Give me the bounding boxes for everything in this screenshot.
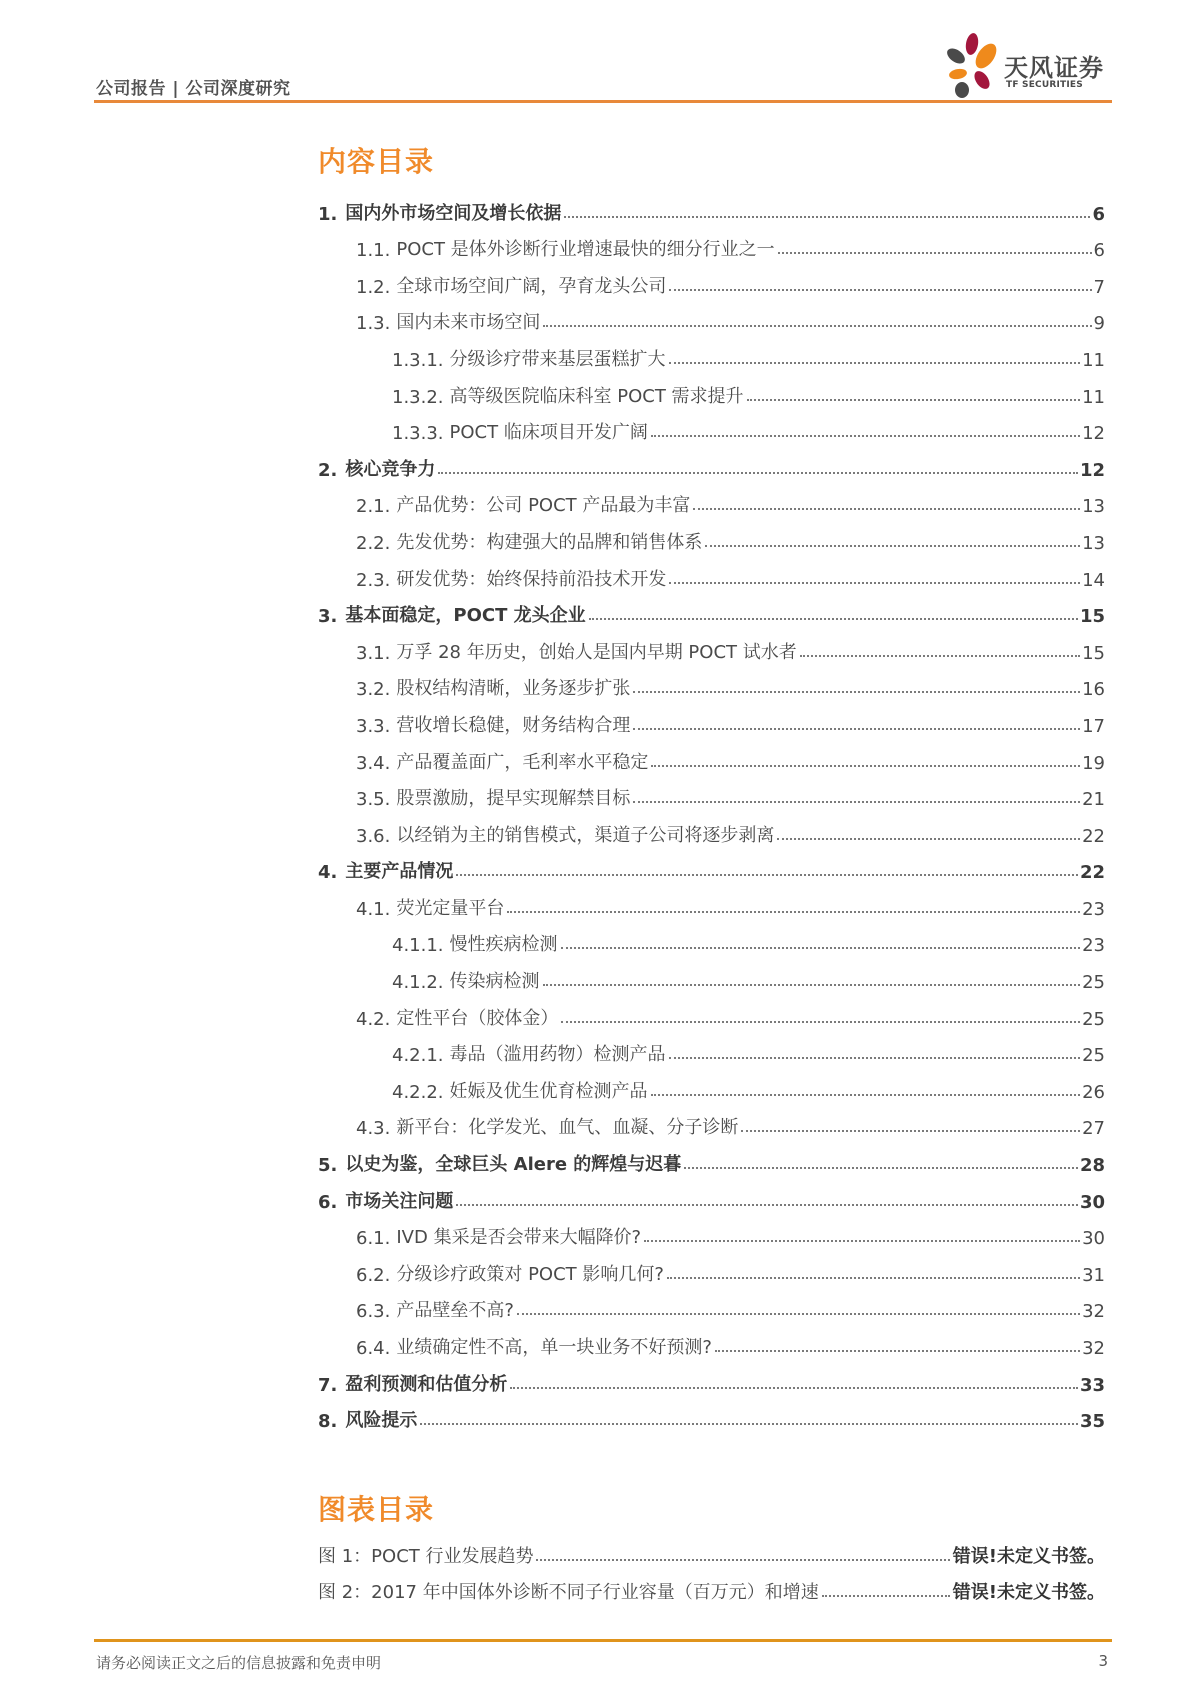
toc-entry[interactable] <box>318 450 1105 487</box>
toc-entry[interactable] <box>318 780 1105 817</box>
toc-entry[interactable] <box>318 926 1105 963</box>
dot-leader <box>684 1167 1078 1169</box>
toc-entry-number: 3. <box>318 606 338 628</box>
toc-entry-label: 全球市场空间广阔，孕育龙头公司 <box>396 275 667 297</box>
toc-entry-number: 2.1. <box>356 496 391 518</box>
dot-leader <box>438 472 1078 474</box>
dot-leader <box>510 1387 1078 1389</box>
toc-entry-number: 4.1. <box>356 898 391 920</box>
dot-leader <box>778 252 1092 254</box>
dot-leader <box>589 618 1078 620</box>
toc-entry[interactable] <box>318 194 1105 231</box>
page-header <box>94 30 1112 102</box>
page-number: 3 <box>1098 1652 1108 1670</box>
toc-entry-page: 32 <box>1082 1338 1105 1359</box>
figure-entry-label: 图 1：POCT 行业发展趋势 <box>318 1546 534 1567</box>
toc-entry-number: 2. <box>318 459 338 481</box>
toc-entry[interactable] <box>318 340 1105 377</box>
toc-entry-number: 1.3.3. <box>392 423 444 445</box>
dot-leader <box>669 582 1080 584</box>
toc-entry-label: 盈利预测和估值分析 <box>345 1373 508 1395</box>
toc-entry-number: 1.2. <box>356 276 391 298</box>
flower-petals-logo-icon <box>942 32 1002 98</box>
toc-entry[interactable] <box>318 633 1105 670</box>
dot-leader <box>633 728 1080 730</box>
toc-entry-page: 25 <box>1082 1008 1105 1030</box>
toc-entry-page: 9 <box>1093 313 1105 335</box>
toc-entry[interactable] <box>318 1365 1105 1402</box>
toc-entry-page: 30 <box>1079 1191 1105 1213</box>
toc-entry-label: 万孚 28 年历史，创始人是国内早期 POCT 试水者 <box>396 641 797 663</box>
toc-entry-label: 产品壁垒不高? <box>396 1300 514 1322</box>
toc-entry-number: 6.1. <box>356 1228 391 1250</box>
toc-entry-number: 1.3.2. <box>392 386 444 408</box>
bookmark-error-ref: 错误!未定义书签。 <box>952 1546 1105 1567</box>
toc-entry-page: 16 <box>1082 679 1105 701</box>
toc-entry-page: 33 <box>1079 1374 1105 1396</box>
toc-entry-number: 1.1. <box>356 240 391 262</box>
toc-entry-label: 国内外市场空间及增长依据 <box>345 202 562 224</box>
dot-leader <box>507 911 1080 913</box>
toc-entry-number: 2.3. <box>356 569 391 591</box>
toc-entry-label: 荧光定量平台 <box>396 897 505 919</box>
dot-leader <box>543 325 1091 327</box>
toc-entry-page: 21 <box>1082 789 1105 811</box>
dot-leader <box>456 874 1078 876</box>
dot-leader <box>800 655 1080 657</box>
toc-entry-page: 11 <box>1082 349 1105 371</box>
company-logo <box>942 32 1112 98</box>
toc-entry-page: 19 <box>1082 752 1105 774</box>
dot-leader <box>822 1595 950 1597</box>
toc-entry-page: 13 <box>1082 496 1105 518</box>
dot-leader <box>561 947 1081 949</box>
toc-entry-page: 25 <box>1082 1045 1105 1067</box>
toc-entry[interactable] <box>318 1182 1105 1219</box>
toc-entry-label: 新平台：化学发光、血气、血凝、分子诊断 <box>396 1117 739 1139</box>
toc-entry[interactable] <box>318 267 1105 304</box>
dot-leader <box>644 1240 1080 1242</box>
report-type-label: 公司报告 | 公司深度研究 <box>96 79 291 99</box>
toc-entry[interactable] <box>318 560 1105 597</box>
toc-entry-label: 高等级医院临床科室 POCT 需求提升 <box>449 385 744 407</box>
toc-entry-number: 1. <box>318 203 338 225</box>
toc-entry[interactable] <box>318 1109 1105 1146</box>
logo-text-cn: 天风证券 <box>1004 54 1104 82</box>
toc-entry-page: 30 <box>1082 1228 1105 1250</box>
toc-entry-number: 7. <box>318 1374 338 1396</box>
bookmark-error-ref: 错误!未定义书签。 <box>952 1582 1105 1603</box>
toc-entry[interactable] <box>318 999 1105 1036</box>
toc-entry-page: 28 <box>1079 1155 1105 1177</box>
toc-entry-label: 营收增长稳健，财务结构合理 <box>396 714 631 736</box>
toc-entry[interactable] <box>318 414 1105 451</box>
dot-leader <box>741 1130 1080 1132</box>
toc-entry-number: 4.1.1. <box>392 935 444 957</box>
toc-entry-page: 7 <box>1093 276 1105 298</box>
toc-entry-label: 主要产品情况 <box>345 861 454 883</box>
toc-entry-page: 12 <box>1082 423 1105 445</box>
dot-leader <box>564 216 1090 218</box>
toc-entry-label: 国内未来市场空间 <box>396 312 541 334</box>
logo-text-en: TF SECURITIES <box>1006 80 1083 90</box>
toc-entry-number: 3.2. <box>356 679 391 701</box>
toc-entry-page: 27 <box>1082 1118 1105 1140</box>
dot-leader <box>669 1057 1081 1059</box>
dot-leader <box>633 801 1080 803</box>
toc-entry-page: 6 <box>1092 203 1105 225</box>
toc-entry-label: 产品覆盖面广，毛利率水平稳定 <box>396 751 649 773</box>
toc-entry-number: 2.2. <box>356 532 391 554</box>
toc-entry-label: 基本面稳定，POCT 龙头企业 <box>345 605 586 627</box>
toc-entry-number: 6.2. <box>356 1264 391 1286</box>
figure-entry[interactable] <box>318 1538 1105 1574</box>
toc-entry[interactable] <box>318 706 1105 743</box>
toc-entry[interactable] <box>318 304 1105 341</box>
toc-entry-page: 25 <box>1082 972 1105 994</box>
toc-entry[interactable] <box>318 1145 1105 1182</box>
toc-entry-page: 23 <box>1082 935 1105 957</box>
toc-entry-label: 产品优势：公司 POCT 产品最为丰富 <box>396 495 691 517</box>
toc-entry-page: 15 <box>1079 606 1105 628</box>
toc-entry-number: 3.3. <box>356 715 391 737</box>
toc-entry-page: 32 <box>1082 1301 1105 1323</box>
toc-entry-label: POCT 临床项目开发广阔 <box>449 422 648 444</box>
toc-entry-label: 业绩确定性不高，单一块业务不好预测? <box>396 1337 712 1358</box>
header-divider <box>94 100 1112 103</box>
toc-entry-label: 慢性疾病检测 <box>449 934 558 956</box>
dot-leader <box>669 362 1081 364</box>
toc-entry-number: 8. <box>318 1411 338 1433</box>
table-of-contents <box>318 194 1105 1438</box>
toc-entry[interactable] <box>318 487 1105 524</box>
toc-entry-label: 妊娠及优生优育检测产品 <box>449 1080 648 1102</box>
toc-entry-label: 传染病检测 <box>449 971 540 993</box>
toc-entry-page: 31 <box>1082 1264 1105 1286</box>
toc-entry-number: 3.5. <box>356 789 391 811</box>
toc-entry-label: 定性平台（胶体金） <box>396 1007 559 1029</box>
toc-entry-number: 1.3.1. <box>392 349 444 371</box>
toc-entry-number: 3.4. <box>356 752 391 774</box>
footer-divider <box>94 1639 1112 1642</box>
toc-entry-number: 3.6. <box>356 825 391 847</box>
toc-entry-page: 11 <box>1082 386 1105 408</box>
toc-entry-number: 1.3. <box>356 313 391 335</box>
toc-entry[interactable] <box>318 962 1105 999</box>
toc-entry-label: IVD 集采是否会带来大幅降价? <box>396 1227 642 1249</box>
toc-entry-label: 以经销为主的销售模式，渠道子公司将逐步剥离 <box>396 824 775 846</box>
dot-leader <box>543 984 1081 986</box>
toc-entry[interactable] <box>318 743 1105 780</box>
toc-entry[interactable] <box>318 889 1105 926</box>
toc-entry-label: 研发优势：始终保持前沿技术开发 <box>396 568 667 590</box>
dot-leader <box>747 399 1081 401</box>
toc-entry[interactable] <box>318 1328 1105 1365</box>
dot-leader <box>705 545 1080 547</box>
toc-entry-page: 15 <box>1082 642 1105 664</box>
toc-entry[interactable] <box>318 1072 1105 1109</box>
toc-entry-page: 22 <box>1082 825 1105 847</box>
figures-title: 图表目录 <box>318 1493 435 1526</box>
dot-leader <box>633 691 1080 693</box>
toc-entry-label: 先发优势：构建强大的品牌和销售体系 <box>396 531 703 553</box>
toc-entry-number: 4. <box>318 862 338 884</box>
dot-leader <box>693 508 1080 510</box>
toc-entry-number: 5. <box>318 1155 338 1177</box>
toc-entry-number: 6. <box>318 1191 338 1213</box>
toc-entry-label: POCT 是体外诊断行业增速最快的细分行业之一 <box>396 239 775 261</box>
toc-entry[interactable] <box>318 377 1105 414</box>
toc-entry-page: 22 <box>1079 862 1105 884</box>
toc-entry[interactable] <box>318 1255 1105 1292</box>
toc-entry[interactable] <box>318 1292 1105 1329</box>
toc-entry[interactable] <box>318 597 1105 634</box>
dot-leader <box>517 1313 1080 1315</box>
disclaimer-note: 请务必阅读正文之后的信息披露和免责申明 <box>96 1654 382 1672</box>
toc-entry-number: 6.4. <box>356 1338 391 1359</box>
dot-leader <box>669 289 1091 291</box>
toc-entry[interactable] <box>318 1219 1105 1256</box>
toc-entry-number: 4.2.1. <box>392 1045 444 1067</box>
toc-entry-page: 13 <box>1082 532 1105 554</box>
figure-entry[interactable] <box>318 1574 1105 1610</box>
toc-entry[interactable] <box>318 670 1105 707</box>
toc-entry-label: 分级诊疗带来基层蛋糕扩大 <box>449 348 666 370</box>
toc-entry[interactable] <box>318 816 1105 853</box>
toc-entry-number: 4.3. <box>356 1118 391 1140</box>
toc-entry-label: 分级诊疗政策对 POCT 影响几何? <box>396 1263 664 1285</box>
toc-entry[interactable] <box>318 523 1105 560</box>
toc-entry-label: 市场关注问题 <box>345 1190 454 1212</box>
toc-entry-page: 23 <box>1082 898 1105 920</box>
dot-leader <box>715 1350 1080 1352</box>
toc-entry-label: 股权结构清晰，业务逐步扩张 <box>396 678 631 700</box>
dot-leader <box>651 765 1080 767</box>
dot-leader <box>667 1277 1080 1279</box>
toc-entry-number: 6.3. <box>356 1301 391 1323</box>
toc-entry-page: 6 <box>1093 240 1105 262</box>
dot-leader <box>651 1094 1081 1096</box>
toc-entry-label: 毒品（滥用药物）检测产品 <box>449 1044 666 1066</box>
toc-entry-page: 17 <box>1082 715 1105 737</box>
dot-leader <box>777 838 1080 840</box>
toc-entry-label: 以史为鉴，全球巨头 Alere 的辉煌与迟暮 <box>345 1154 682 1176</box>
toc-entry-number: 4.2. <box>356 1008 391 1030</box>
dot-leader <box>456 1204 1078 1206</box>
toc-entry-number: 4.2.2. <box>392 1081 444 1103</box>
toc-title: 内容目录 <box>318 145 435 178</box>
toc-entry[interactable] <box>318 231 1105 268</box>
toc-entry[interactable] <box>318 853 1105 890</box>
toc-entry-number: 3.1. <box>356 642 391 664</box>
figure-entry-label: 图 2：2017 年中国体外诊断不同子行业容量（百万元）和增速 <box>318 1582 819 1603</box>
toc-entry-label: 核心竞争力 <box>345 458 436 480</box>
dot-leader <box>420 1423 1078 1425</box>
toc-entry-label: 风险提示 <box>345 1410 418 1432</box>
toc-entry-page: 12 <box>1079 459 1105 481</box>
toc-entry-page: 26 <box>1082 1081 1105 1103</box>
figure-list <box>318 1538 1105 1610</box>
dot-leader <box>561 1021 1080 1023</box>
toc-entry-number: 4.1.2. <box>392 972 444 994</box>
toc-entry-page: 14 <box>1082 569 1105 591</box>
toc-entry[interactable] <box>318 1402 1105 1439</box>
dot-leader <box>536 1559 949 1561</box>
toc-entry[interactable] <box>318 1036 1105 1073</box>
toc-entry-page: 35 <box>1079 1411 1105 1433</box>
dot-leader <box>651 435 1080 437</box>
toc-entry-label: 股票激励，提早实现解禁目标 <box>396 788 631 810</box>
